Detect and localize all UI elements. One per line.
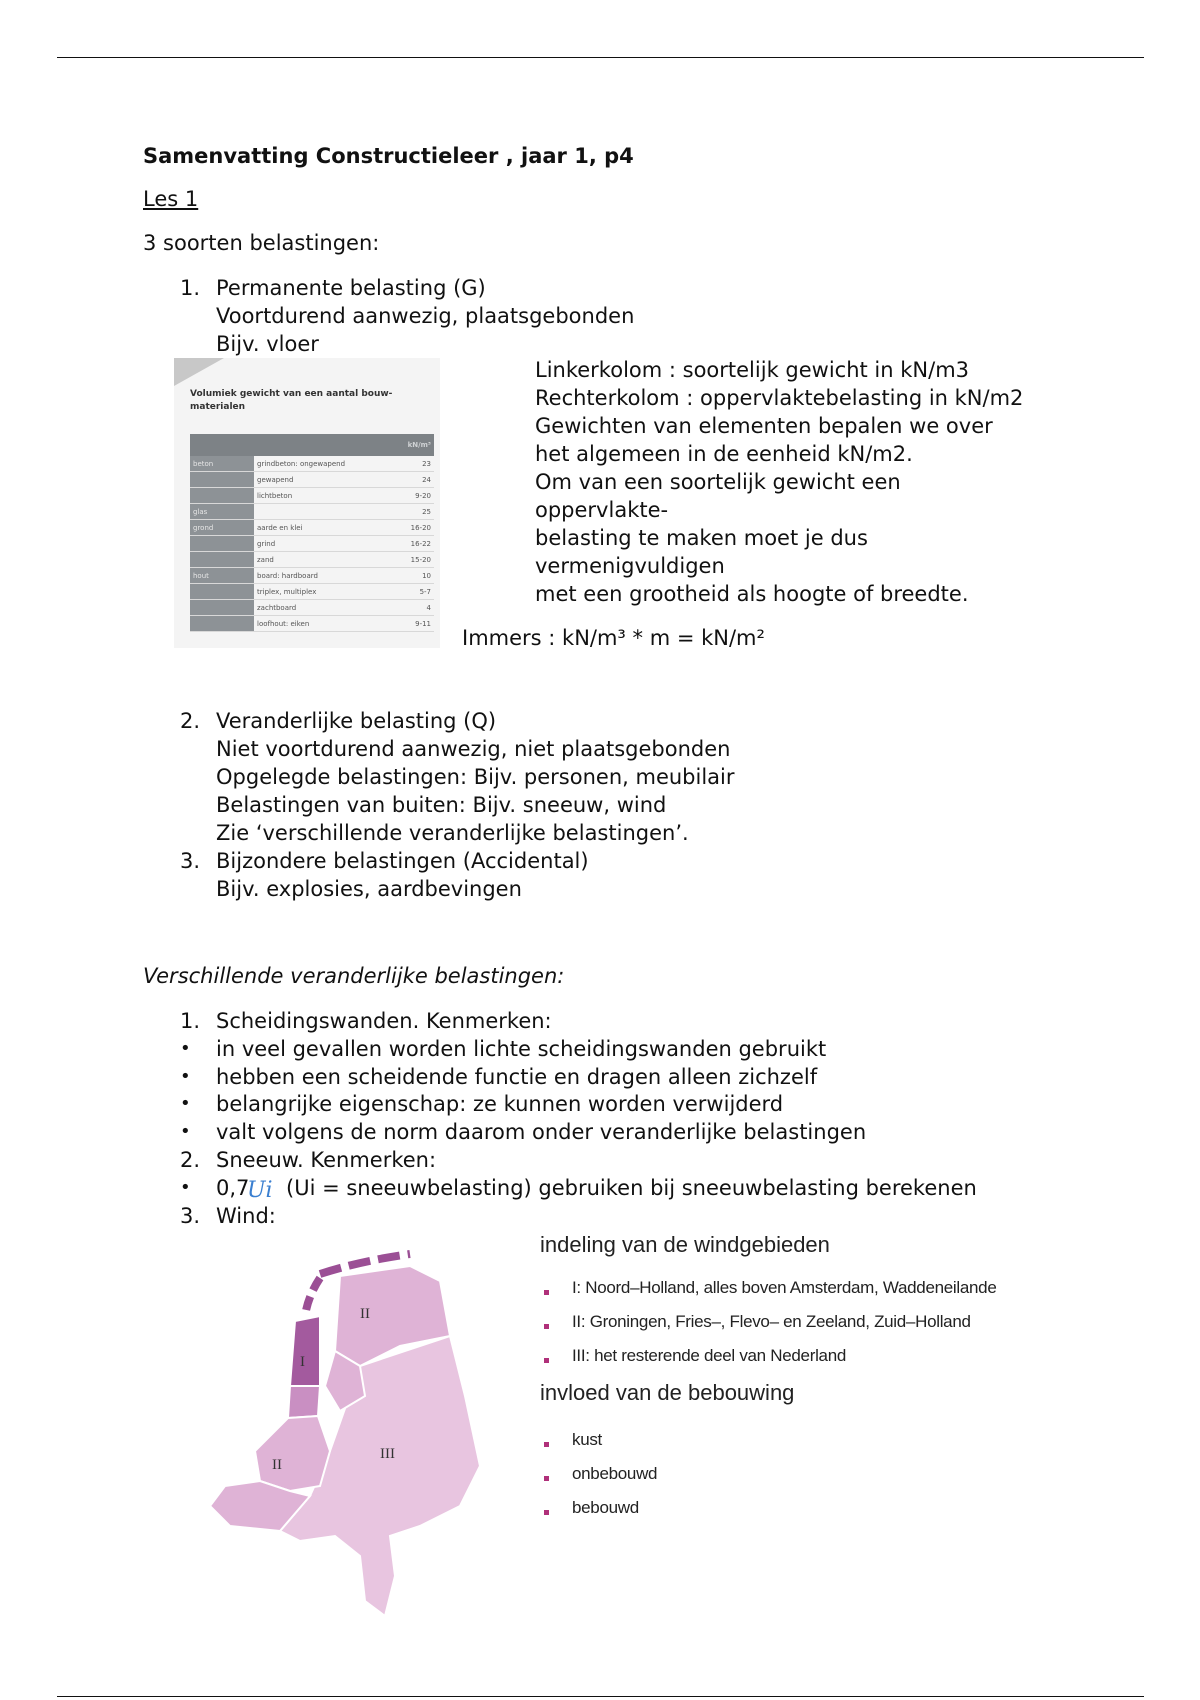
zone-item: II: Groningen, Fries–, Flevo– en Zeeland, Zuid–Holland xyxy=(572,1312,971,1331)
bullet-square-icon xyxy=(544,1442,549,1447)
table-cell-item: grindbeton: ongewapend xyxy=(254,456,402,472)
map-label-west: II xyxy=(272,1457,282,1473)
table-cell-item: board: hardboard xyxy=(254,568,402,584)
load3-line: Bijv. explosies, aardbevingen xyxy=(216,877,522,901)
load2-line: Opgelegde belastingen: Bijv. personen, meubilair xyxy=(216,765,735,789)
zone-item: III: het resterende deel van Nederland xyxy=(572,1346,847,1365)
table-cell-value: 16-22 xyxy=(402,536,434,552)
table-row xyxy=(190,616,434,632)
side-line: vermenigvuldigen xyxy=(535,554,725,578)
terrain-item: bebouwd xyxy=(572,1498,639,1517)
load3-block xyxy=(216,847,589,903)
texel-island xyxy=(305,1278,320,1316)
side-line: het algemeen in de eenheid kN/m2. xyxy=(535,442,913,466)
table-cell-group: glas xyxy=(190,504,254,520)
netherlands-wind-map xyxy=(160,1236,520,1636)
table-cell-value: 10 xyxy=(402,568,434,584)
table-row xyxy=(190,568,434,584)
load3-title: Bijzondere belastingen (Accidental) xyxy=(216,849,589,873)
table-cell-group xyxy=(190,488,254,504)
table-unit-header: kN/m³ xyxy=(402,434,434,456)
table-row xyxy=(190,472,434,488)
bullet: • xyxy=(180,1177,191,1198)
table-cell-group xyxy=(190,552,254,568)
table-cell-value: 4 xyxy=(402,600,434,616)
list-number: 2. xyxy=(179,1148,200,1172)
wind-zones-heading: indeling van de windgebieden xyxy=(540,1232,830,1257)
bullet-square-icon xyxy=(544,1290,549,1295)
material-weight-table-image xyxy=(174,358,440,648)
table-cell-group xyxy=(190,536,254,552)
load2-title: Veranderlijke belasting (Q) xyxy=(216,709,497,733)
load1-title: Permanente belasting (G) xyxy=(216,276,486,300)
map-label-north: II xyxy=(360,1306,370,1322)
table-cell-group: hout xyxy=(190,568,254,584)
table-row xyxy=(190,504,434,520)
table-cell-item: triplex, multiplex xyxy=(254,584,402,600)
load1-line: Bijv. vloer xyxy=(216,332,319,356)
table-cell-item: lichtbeton xyxy=(254,488,402,504)
table-corner-tab xyxy=(174,358,224,386)
table-cell-group: grond xyxy=(190,520,254,536)
list-number: 2. xyxy=(179,709,200,733)
table-row xyxy=(190,600,434,616)
table-cell-value: 24 xyxy=(402,472,434,488)
table-cell-item: zachtboard xyxy=(254,600,402,616)
side-line: Rechterkolom : oppervlaktebelasting in kN/m2 xyxy=(535,386,1024,410)
terrain-heading: invloed van de bebouwing xyxy=(540,1380,795,1405)
side-line: met een grootheid als hoogte of breedte. xyxy=(535,582,969,606)
list-number: 3. xyxy=(179,849,200,873)
table-cell-group xyxy=(190,472,254,488)
noord-holland-south xyxy=(288,1386,320,1418)
table-cell-group xyxy=(190,616,254,632)
load2-block xyxy=(216,707,735,847)
bullet: • xyxy=(180,1093,191,1114)
var2-bullet-rest: (Ui = sneeuwbelasting) gebruiken bij sneeuwbelasting berekenen xyxy=(286,1176,977,1200)
bullet-square-icon xyxy=(544,1510,549,1515)
immers-formula: Immers : kN/m³ * m = kN/m² xyxy=(462,626,765,650)
zone-item: I: Noord–Holland, alles boven Amsterdam, Waddeneilande xyxy=(572,1278,997,1297)
bullet-square-icon xyxy=(544,1324,549,1329)
table-cell-value: 23 xyxy=(402,456,434,472)
list-number: 1. xyxy=(179,276,200,300)
table-cell-group: beton xyxy=(190,456,254,472)
table-cell-value: 9-20 xyxy=(402,488,434,504)
terrain-item: kust xyxy=(572,1430,602,1449)
load1-line: Voortdurend aanwezig, plaatsgebonden xyxy=(216,304,635,328)
table-row xyxy=(190,584,434,600)
side-line: Om van een soortelijk gewicht een xyxy=(535,470,901,494)
map-label-center: III xyxy=(380,1446,395,1462)
table-row xyxy=(190,488,434,504)
side-line: Linkerkolom : soortelijk gewicht in kN/m3 xyxy=(535,358,970,382)
zone-one-noord-holland xyxy=(290,1316,320,1386)
side-line: belasting te maken moet je dus xyxy=(535,526,868,550)
var1-bullet: belangrijke eigenschap: ze kunnen worden verwijderd xyxy=(216,1092,784,1116)
bottom-rule xyxy=(57,1696,1144,1697)
material-weight-table xyxy=(190,434,434,632)
var1-bullet: hebben een scheidende functie en dragen alleen zichzelf xyxy=(216,1065,818,1089)
table-cell-group xyxy=(190,584,254,600)
table-cell-value: 25 xyxy=(402,504,434,520)
load1-block xyxy=(216,274,634,358)
side-line: oppervlakte- xyxy=(535,498,669,522)
table-cell-value: 5-7 xyxy=(402,584,434,600)
table-caption: Volumiek gewicht van een aantal bouw-materialen xyxy=(190,389,393,412)
table-cell-item: grind xyxy=(254,536,402,552)
table-cell-value: 16-20 xyxy=(402,520,434,536)
side-explanation xyxy=(535,356,1023,608)
table-cell-value: 15-20 xyxy=(402,552,434,568)
table-cell-item: aarde en klei xyxy=(254,520,402,536)
bullet-square-icon xyxy=(544,1476,549,1481)
bullet: • xyxy=(180,1121,191,1142)
table-cell-item: zand xyxy=(254,552,402,568)
table-cell-value: 9-11 xyxy=(402,616,434,632)
zone-two-zuid-holland xyxy=(255,1416,330,1491)
table-cell-item xyxy=(254,504,402,520)
var1-bullet: valt volgens de norm daarom onder veranderlijke belastingen xyxy=(216,1120,867,1144)
var2-bullet-prefix: 0,7 xyxy=(216,1176,250,1200)
intro-text: 3 soorten belastingen: xyxy=(143,231,380,255)
var1-title: Scheidingswanden. Kenmerken: xyxy=(216,1009,552,1033)
table-cell-group xyxy=(190,600,254,616)
table-row xyxy=(190,520,434,536)
table-row xyxy=(190,456,434,472)
section-title: Verschillende veranderlijke belastingen: xyxy=(143,964,565,988)
handwritten-ui: Ui xyxy=(247,1178,273,1203)
table-cell-item: gewapend xyxy=(254,472,402,488)
page-title: Samenvatting Constructieleer , jaar 1, p4 xyxy=(143,144,634,168)
list-number: 1. xyxy=(179,1009,200,1033)
list-number: 3. xyxy=(179,1204,200,1228)
load2-line: Niet voortdurend aanwezig, niet plaatsgebonden xyxy=(216,737,731,761)
bullet: • xyxy=(180,1038,191,1059)
bullet: • xyxy=(180,1066,191,1087)
table-row xyxy=(190,552,434,568)
lesson-label: Les 1 xyxy=(143,187,199,211)
wind-zones-figure xyxy=(160,1232,1068,1636)
var3-title: Wind: xyxy=(216,1204,276,1228)
terrain-item: onbebouwd xyxy=(572,1464,658,1483)
var2-title: Sneeuw. Kenmerken: xyxy=(216,1148,437,1172)
load2-line: Belastingen van buiten: Bijv. sneeuw, wind xyxy=(216,793,667,817)
top-rule xyxy=(57,57,1144,58)
map-label-nh: I xyxy=(300,1354,305,1370)
table-cell-item: loofhout: eiken xyxy=(254,616,402,632)
var1-bullet: in veel gevallen worden lichte scheidingswanden gebruikt xyxy=(216,1037,827,1061)
side-line: Gewichten van elementen bepalen we over xyxy=(535,414,993,438)
load2-line: Zie ‘verschillende veranderlijke belastingen’. xyxy=(216,821,689,845)
bullet-square-icon xyxy=(544,1358,549,1363)
table-row xyxy=(190,536,434,552)
